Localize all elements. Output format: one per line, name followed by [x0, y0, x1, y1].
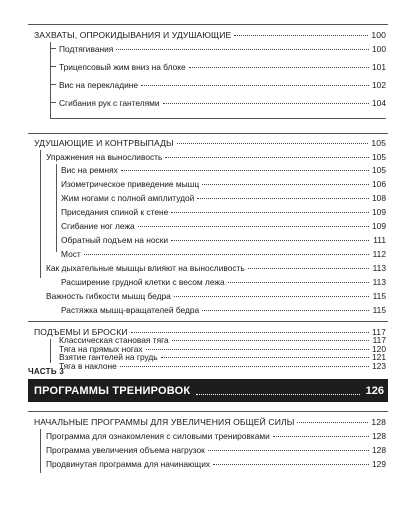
toc-item-label: Классическая становая тяга	[59, 335, 169, 345]
toc-page-number: 117	[372, 335, 386, 345]
toc-page-number: 100	[372, 44, 386, 54]
toc-guide-tick	[50, 66, 56, 67]
dot-leader	[141, 77, 369, 86]
toc-guide-tick	[50, 84, 56, 85]
toc-page-number: 120	[372, 343, 386, 354]
toc-page-number: 113	[372, 277, 386, 287]
toc-item	[61, 275, 386, 289]
dot-leader	[213, 456, 369, 465]
toc-section-title: УДУШАЮЩИЕ И КОНТРВЫПАДЫ	[34, 138, 174, 148]
toc-guide-tick	[50, 102, 56, 103]
toc-item-label: Тяга в наклоне	[59, 360, 117, 371]
toc-item	[61, 303, 386, 317]
toc-guide-line	[50, 42, 51, 119]
dot-leader	[174, 288, 369, 297]
dot-leader	[177, 135, 369, 144]
toc-item	[59, 359, 386, 373]
toc-guide-tick	[50, 48, 56, 49]
toc-guide-line	[50, 339, 51, 363]
toc-item	[61, 247, 386, 261]
dot-leader	[202, 176, 369, 185]
section-divider	[28, 411, 388, 412]
toc-item	[59, 42, 386, 56]
toc-item	[61, 233, 386, 247]
toc-page-number: 109	[372, 207, 386, 217]
toc-page-number: 109	[372, 221, 386, 231]
toc-page-number: 113	[372, 263, 386, 273]
toc-page-number: 104	[372, 98, 386, 108]
toc-page-number: 106	[372, 179, 386, 189]
part-title: ПРОГРАММЫ ТРЕНИРОВОК	[34, 384, 191, 397]
toc-item-label: Растяжка мышц-вращателей бедра	[61, 305, 200, 315]
dot-leader	[196, 388, 359, 395]
toc-page-number: 117	[372, 327, 386, 337]
dot-leader	[138, 218, 369, 227]
dot-leader	[197, 190, 369, 199]
dot-leader	[163, 95, 369, 104]
dot-leader	[121, 162, 369, 171]
dot-leader	[116, 41, 369, 50]
toc-item-label: Трицепсовый жим вниз на блоке	[59, 62, 186, 72]
dot-leader	[273, 428, 369, 437]
section-divider	[28, 321, 388, 322]
toc-page-number: 111	[373, 235, 386, 245]
toc-item-label: Программа увеличения объема нагрузок	[46, 445, 205, 455]
dot-leader	[202, 302, 369, 311]
dot-leader	[189, 59, 369, 68]
toc-item-label: Приседания спиной к стене	[61, 207, 169, 217]
toc-item-label: Сгибание ног лежа	[61, 221, 135, 231]
toc-item-label: Подтягивания	[59, 44, 114, 54]
toc-section-title: НАЧАЛЬНЫЕ ПРОГРАММЫ ДЛЯ УВЕЛИЧЕНИЯ ОБЩЕЙ СИЛЫ	[34, 417, 295, 427]
toc-item-label: Программа для ознакомления с силовыми тренировками	[46, 431, 270, 441]
dot-leader	[228, 274, 369, 283]
dot-leader	[208, 442, 369, 451]
toc-item-label: Жим ногами с полной амплитудой	[61, 193, 195, 203]
toc-page-number: 121	[372, 352, 386, 362]
toc-item-label: Вис на ремнях	[61, 165, 118, 175]
part-label: ЧАСТЬ 3	[28, 367, 65, 376]
toc-item-label: Продвинутая программа для начинающих	[46, 459, 211, 469]
toc-item	[61, 219, 386, 233]
toc-page-number: 115	[372, 305, 386, 315]
toc-group	[46, 261, 386, 275]
toc-page-number: 102	[372, 80, 386, 90]
toc-item-label: Тяга на прямых ногах	[59, 343, 143, 354]
dot-leader	[171, 204, 369, 213]
toc-page-number: 105	[372, 152, 386, 162]
toc-guide-line	[40, 150, 41, 278]
toc-item-underline	[50, 118, 386, 119]
toc-item	[61, 191, 386, 205]
toc-section-row	[34, 28, 386, 42]
toc-item	[46, 429, 386, 443]
toc-page-number: 105	[372, 165, 386, 175]
toc-item-label: Обратный подъем на носки	[61, 235, 169, 245]
toc-item	[59, 96, 386, 110]
part-page-number: 126	[365, 384, 384, 397]
toc-item	[61, 177, 386, 191]
toc-page-number: 108	[372, 193, 386, 203]
toc-section-row	[34, 415, 386, 429]
toc-section-title: ЗАХВАТЫ, ОПРОКИДЫВАНИЯ И УДУШАЮЩИЕ	[34, 30, 232, 40]
toc-page-number: 100	[371, 30, 386, 40]
toc-item-label: Взятие гантелей на грудь	[59, 352, 158, 362]
dot-leader	[297, 414, 368, 423]
toc-item	[59, 78, 386, 92]
toc-group-label: Важность гибкости мышц бедра	[46, 291, 171, 301]
toc-item-label: Вис на перекладине	[59, 80, 139, 90]
toc-item-label: Расширение грудной клетки с весом лежа	[61, 277, 225, 287]
section-divider	[28, 24, 388, 25]
toc-item-label: Изометрическое приведение мышц	[61, 179, 200, 189]
part-title-row	[34, 381, 384, 400]
toc-item	[61, 205, 386, 219]
toc-group	[46, 289, 386, 303]
toc-page-number: 105	[371, 138, 386, 148]
toc-guide-line	[40, 429, 41, 473]
toc-page-number: 115	[372, 291, 386, 301]
toc-page-number: 101	[372, 62, 386, 72]
toc-guide-line	[56, 164, 57, 252]
toc-page-number: 129	[372, 459, 386, 469]
dot-leader	[120, 358, 369, 367]
dot-leader	[171, 232, 369, 241]
toc-page-number: 128	[372, 445, 386, 455]
dot-leader	[234, 27, 368, 36]
toc-group-label: Упражнения на выносливость	[46, 152, 163, 162]
toc-item	[61, 163, 386, 177]
toc-section-title: ПОДЪЕМЫ И БРОСКИ	[34, 327, 128, 337]
toc-item-label: Мост	[61, 249, 81, 259]
toc-group-label: Как дыхательные мышцы влияют на выносливость	[46, 263, 245, 273]
toc-section-row	[34, 136, 386, 150]
toc-item	[46, 457, 386, 471]
dot-leader	[84, 246, 369, 255]
dot-leader	[165, 149, 369, 158]
toc-item	[46, 443, 386, 457]
toc-page-number: 112	[372, 249, 386, 259]
toc-page-number: 128	[371, 417, 386, 427]
toc-page-number: 128	[372, 431, 386, 441]
toc-item	[59, 60, 386, 74]
section-divider	[28, 133, 388, 134]
dot-leader	[248, 260, 369, 269]
toc-item-label: Сгибания рук с гантелями	[59, 98, 160, 108]
toc-page-number: 123	[372, 360, 386, 371]
